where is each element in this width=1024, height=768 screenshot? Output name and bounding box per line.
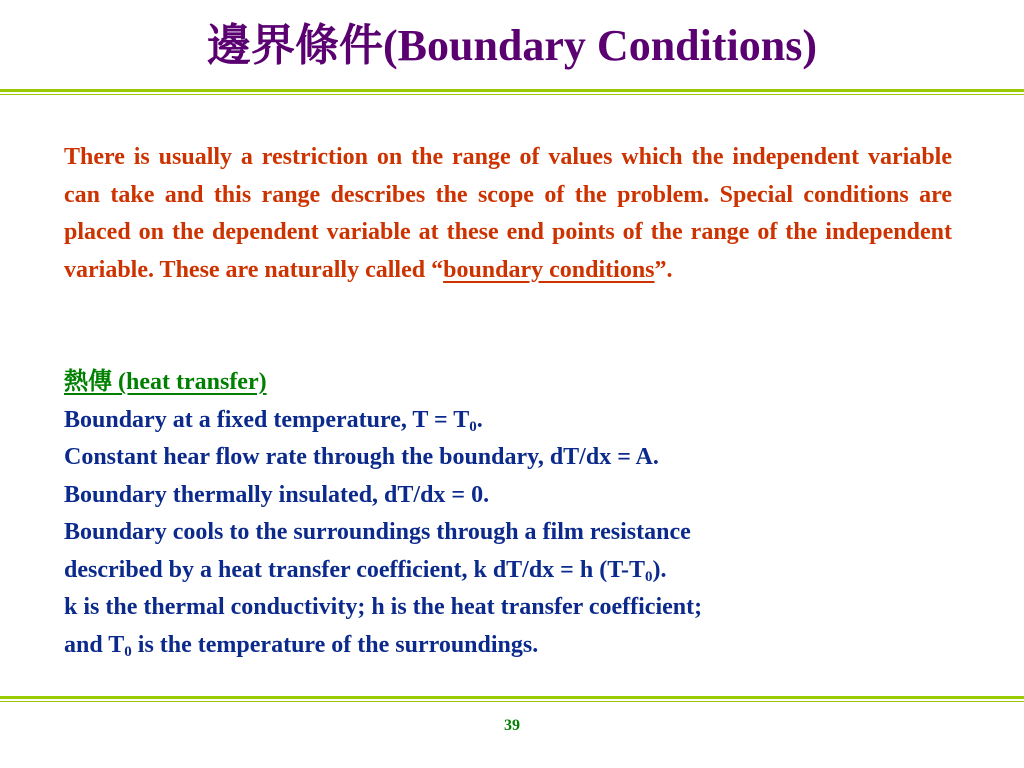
footer-divider	[0, 696, 1024, 703]
heat-line-5-text: described by a heat transfer coefficient, k dT/dx = h (T-T	[64, 556, 646, 583]
heat-line-7-end: is the temperature of the surroundings.	[131, 631, 539, 658]
footer-divider-thick	[0, 696, 1024, 699]
title-divider	[0, 89, 1024, 96]
heat-line-fixed-temperature	[64, 402, 964, 440]
heat-line-insulated: Boundary thermally insulated, dT/dx = 0.	[64, 481, 490, 508]
title-divider-thin	[0, 94, 1024, 95]
heat-line-7-subscript: 0	[124, 643, 132, 660]
heat-line-1-subscript: 0	[469, 418, 477, 435]
heat-line-constant-flow: Constant hear flow rate through the boundary, dT/dx = A.	[64, 444, 659, 470]
heat-line-film-resistance: Boundary cools to the surroundings through a film resistance	[64, 519, 691, 545]
heat-line-transfer-coefficient	[64, 552, 964, 590]
heat-line-1-end: .	[476, 406, 483, 433]
intro-paragraph	[64, 139, 952, 289]
heat-transfer-section	[64, 364, 964, 664]
heat-line-1-text: Boundary at a fixed temperature, T = T	[64, 406, 470, 433]
heat-line-definitions: k is the thermal conductivity; h is the heat transfer coefficient;	[64, 594, 703, 620]
slide-title-text: 邊界條件(Boundary Conditions)	[206, 21, 817, 70]
heat-line-5-subscript: 0	[645, 568, 653, 585]
intro-term-boundary-conditions: boundary conditions	[443, 256, 655, 283]
intro-end: ”.	[654, 256, 673, 283]
slide-title	[0, 14, 1024, 78]
intro-text: There is usually a restriction on the range of values which the independent variable can take and this range describes the scope of the problem. Special conditions are placed on the dependent variable at these end points of the range of the independent variable. These are naturally called “	[64, 144, 952, 283]
page-number: 39	[504, 717, 520, 734]
heat-line-5-end: ).	[652, 556, 667, 583]
title-divider-thick	[0, 89, 1024, 92]
heat-line-7-text: and T	[64, 631, 125, 658]
heat-transfer-heading: 熱傳 (heat transfer)	[64, 369, 267, 395]
heat-line-surroundings	[64, 627, 964, 665]
footer-divider-thin	[0, 701, 1024, 702]
